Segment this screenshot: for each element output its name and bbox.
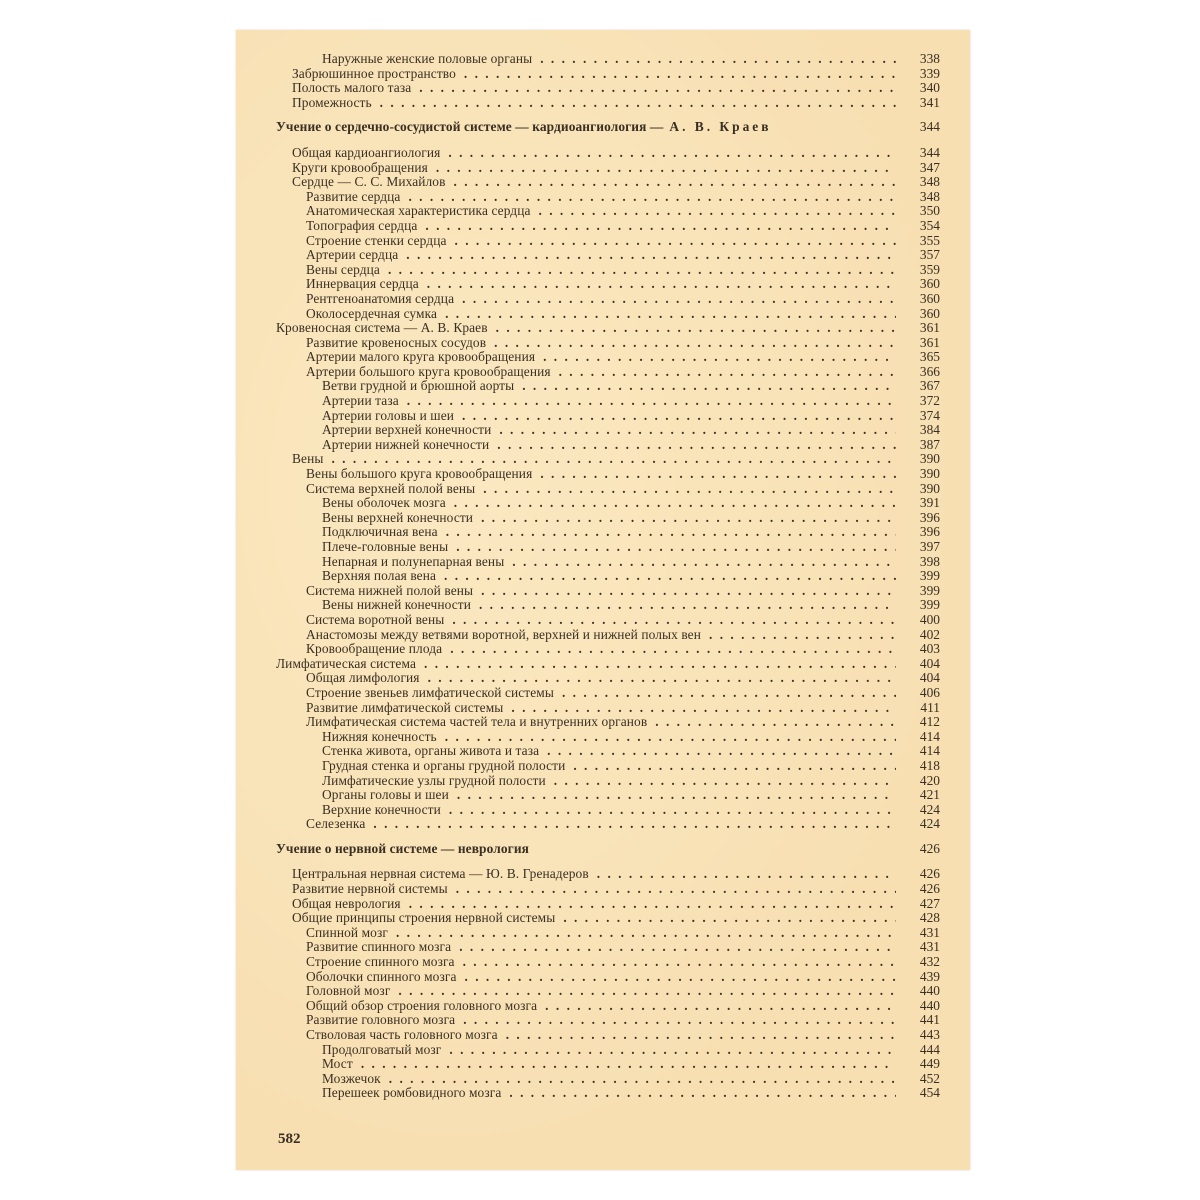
toc-entry-page: 365 (919, 349, 940, 365)
toc-entry-page: 441 (919, 1012, 940, 1028)
toc-entry-title: Развитие спинного мозга (306, 939, 452, 955)
dot-leader (454, 175, 896, 190)
toc-entry (276, 613, 940, 628)
dot-leader (479, 598, 896, 613)
toc-entry (276, 540, 940, 555)
toc-entry-title: Полость малого таза (292, 80, 412, 96)
toc-entry (276, 584, 940, 599)
toc-entry (276, 277, 940, 292)
dot-leader (406, 248, 896, 263)
dot-leader (380, 96, 896, 111)
dot-leader (361, 1057, 896, 1072)
dot-leader (454, 496, 896, 511)
toc-entry (276, 730, 940, 745)
toc-entry (276, 511, 940, 526)
toc-entry-page: 418 (919, 757, 940, 773)
toc-entry-page: 404 (919, 655, 940, 671)
toc-entry-title: Вены нижней конечности (322, 597, 471, 613)
dot-leader (539, 204, 896, 219)
toc-entry-title: Лимфатическая система (276, 655, 416, 671)
toc-entry-title: Рентгеноанатомия сердца (306, 290, 455, 306)
toc-entry-page: 432 (919, 954, 940, 970)
toc-entry-page: 359 (919, 261, 940, 277)
toc-entry-page: 347 (919, 159, 940, 175)
dot-leader (436, 161, 896, 176)
toc-entry-title: Подключичная вена (322, 524, 438, 540)
dot-leader (419, 81, 896, 96)
toc-entry-page: 440 (919, 997, 940, 1013)
toc-entry-title: Артерии малого круга кровообращения (306, 349, 536, 365)
toc-entry-page: 360 (919, 305, 940, 321)
toc-entry (276, 161, 940, 176)
toc-entry-title: Селезенка (306, 816, 366, 832)
toc-entry (276, 423, 940, 438)
toc-entry (276, 744, 940, 759)
dot-leader (457, 788, 896, 803)
toc-entry-page: 406 (919, 684, 940, 700)
toc-entry-title: Общая кардиоангиология (292, 144, 441, 160)
toc-entry-page: 404 (919, 670, 940, 686)
toc-entry (276, 292, 940, 307)
dot-leader (448, 146, 896, 161)
toc-entry-page: 439 (919, 968, 940, 984)
dot-leader (540, 52, 896, 67)
section-heading-author: А. В. Краев (669, 119, 772, 135)
toc-entry (276, 970, 940, 985)
toc-entry (276, 911, 940, 926)
toc-entry-page: 396 (919, 524, 940, 540)
toc-entry (276, 234, 940, 249)
toc-entry-title: Общая лимфология (306, 670, 420, 686)
toc-entry (276, 897, 940, 912)
toc-entry-title: Развитие нервной системы (292, 881, 448, 897)
toc-entry (276, 803, 940, 818)
toc-entry-title: Общая неврология (292, 895, 401, 911)
toc-entry-page: 399 (919, 582, 940, 598)
toc-entry-page: 354 (919, 217, 940, 233)
toc-entry-page: 348 (919, 188, 940, 204)
toc-entry (276, 867, 940, 882)
toc-entry-page: 390 (919, 480, 940, 496)
dot-leader (445, 307, 896, 322)
toc-entry-page: 427 (919, 895, 940, 911)
toc-entry-page: 348 (919, 174, 940, 190)
toc-entry (276, 248, 940, 263)
toc-entry (276, 379, 940, 394)
toc-entry (276, 146, 940, 161)
book-page (236, 30, 970, 1170)
dot-leader (456, 540, 896, 555)
toc-entry-title: Общие принципы строения нервной системы (292, 910, 556, 926)
toc-entry-page: 338 (919, 51, 940, 66)
dot-leader (456, 882, 896, 897)
toc-entry (276, 1028, 940, 1043)
toc-entry-title: Верхние конечности (322, 801, 441, 817)
toc-entry-title: Плече-головные вены (322, 539, 449, 554)
toc-entry-page: 355 (919, 232, 940, 248)
toc-entry-title: Стволовая часть головного мозга (306, 1027, 498, 1042)
toc-entry-title: Вены большого круга кровообращения (306, 466, 533, 482)
toc-entry (276, 482, 940, 497)
toc-entry (276, 307, 940, 322)
toc-entry-title: Непарная и полунепарная вены (322, 553, 505, 569)
toc-entry-page: 360 (919, 276, 940, 292)
dot-leader (511, 701, 896, 716)
toc-entry (276, 926, 940, 941)
toc-entry-title: Топография сердца (306, 217, 418, 233)
toc-entry-page: 391 (919, 495, 940, 511)
dot-leader (331, 452, 896, 467)
dot-leader (444, 569, 896, 584)
toc-entry-title: Верхняя полая вена (322, 568, 437, 584)
toc-entry-title: Мозжечок (322, 1070, 381, 1086)
dot-leader (373, 817, 896, 832)
toc-entry (276, 984, 940, 999)
toc-entry (276, 686, 940, 701)
toc-entry-page: 361 (919, 334, 940, 350)
toc-entry-page: 452 (919, 1070, 940, 1086)
toc-entry (276, 496, 940, 511)
toc-entry (276, 628, 940, 643)
dot-leader (463, 1013, 896, 1028)
dot-leader (450, 642, 896, 657)
section-heading-title: Учение о сердечно-сосудистой системе — кардиоангиология — (276, 119, 664, 135)
toc-entry (276, 467, 940, 482)
dot-leader (388, 263, 896, 278)
dot-leader (509, 1086, 896, 1101)
toc-entry-title: Строение звеньев лимфатической системы (306, 684, 554, 700)
toc-entry-title: Развитие кровеносных сосудов (306, 334, 487, 350)
toc-entry-title: Строение спинного мозга (306, 954, 455, 970)
toc-entry-page: 399 (919, 597, 940, 613)
dot-leader (554, 774, 896, 789)
toc-entry-page: 339 (919, 65, 940, 81)
dot-leader (428, 671, 896, 686)
dot-leader (481, 584, 896, 599)
toc-entry (276, 774, 940, 789)
dot-leader (465, 970, 897, 985)
toc-entry (276, 350, 940, 365)
dot-leader (497, 438, 896, 453)
toc-entry-title: Вены оболочек мозга (322, 495, 446, 511)
toc-entry-title: Развитие сердца (306, 188, 401, 204)
toc-entry (276, 701, 940, 716)
toc-entry-page: 426 (919, 866, 940, 882)
toc-entry-page: 399 (919, 568, 940, 584)
dot-leader (464, 67, 896, 82)
toc-entry-title: Развитие головного мозга (306, 1012, 456, 1028)
dot-leader (459, 940, 896, 955)
toc-entry (276, 955, 940, 970)
dot-leader (463, 955, 896, 970)
toc-entry-title: Лимфатическая система частей тела и внутренних органов (306, 714, 648, 730)
toc-entry (276, 204, 940, 219)
dot-leader (445, 730, 896, 745)
toc-entry (276, 671, 940, 686)
toc-entry-title: Наружные женские половые органы (322, 51, 533, 66)
dot-leader (481, 511, 896, 526)
toc-entry-page: 421 (919, 787, 940, 803)
toc-entry-page: 341 (919, 94, 940, 110)
toc-entry-title: Система нижней полой вены (306, 582, 474, 598)
toc-entry-page: 372 (919, 393, 940, 409)
toc-entry-page: 428 (919, 910, 940, 926)
toc-entry (276, 569, 940, 584)
toc-entry (276, 365, 940, 380)
dot-leader (446, 525, 896, 540)
toc-entry-page: 431 (919, 924, 940, 940)
dot-leader (499, 423, 896, 438)
dot-leader (389, 1072, 896, 1087)
dot-leader (496, 321, 896, 336)
dot-leader (408, 190, 896, 205)
toc-entry-page: 411 (920, 699, 940, 715)
toc-entry-page: 424 (919, 801, 940, 817)
toc-entry-page: 403 (919, 641, 940, 657)
toc-entry (276, 999, 940, 1014)
toc-entry-page: 344 (919, 144, 940, 160)
toc-entry-page: 454 (919, 1085, 940, 1101)
toc-entry-title: Грудная стенка и органы грудной полости (322, 757, 566, 773)
toc-entry-page: 367 (919, 378, 940, 394)
toc-entry (276, 175, 940, 190)
toc-entry-page: 390 (919, 451, 940, 467)
section-heading-title: Учение о нервной системе — неврология (276, 840, 529, 856)
toc-entry (276, 219, 940, 234)
dot-leader (494, 336, 896, 351)
toc-entry-page: 431 (919, 939, 940, 955)
toc-entry-page: 366 (919, 363, 940, 379)
toc-entry (276, 882, 940, 897)
toc-entry (276, 817, 940, 832)
toc-entry-title: Анастомозы между ветвями воротной, верхней и нижней полых вен (306, 626, 701, 642)
dot-leader (449, 803, 896, 818)
toc-entry-title: Система воротной вены (306, 611, 445, 627)
dot-leader (452, 613, 896, 628)
toc-entry (276, 336, 940, 351)
section-heading-page: 344 (919, 119, 940, 135)
dot-leader (562, 686, 896, 701)
section-heading-page: 426 (919, 840, 940, 856)
toc-entry-page: 396 (919, 509, 940, 525)
toc-entry-page: 424 (919, 816, 940, 832)
toc-entry-page: 412 (919, 714, 940, 730)
dot-leader (563, 911, 896, 926)
toc-entry-page: 402 (919, 626, 940, 642)
toc-entry-title: Система верхней полой вены (306, 480, 476, 496)
toc-entry (276, 263, 940, 278)
dot-leader (545, 999, 896, 1014)
toc-entry-title: Артерии нижней конечности (322, 436, 490, 452)
toc-entry (276, 190, 940, 205)
toc-entry (276, 452, 940, 467)
dot-leader (455, 234, 896, 249)
toc-entry (276, 96, 940, 111)
toc-entry-title: Промежность (292, 94, 372, 110)
toc-entry-title: Круги кровообращения (292, 159, 428, 175)
toc-entry-title: Артерии большого круга кровообращения (306, 363, 551, 379)
toc-entry (276, 759, 940, 774)
toc-entry-page: 361 (919, 320, 940, 336)
toc-entry-title: Продолговатый мозг (322, 1041, 442, 1057)
toc-entry-page: 384 (919, 422, 940, 438)
toc-entry-title: Центральная нервная система — Ю. В. Гренадеров (292, 866, 589, 882)
toc-entry-title: Головной мозг (306, 983, 391, 999)
dot-leader (483, 482, 896, 497)
toc-entry (276, 657, 940, 672)
toc-entry-title: Вены (292, 451, 324, 467)
dot-leader (462, 409, 896, 424)
toc-entry-page: 414 (919, 728, 940, 744)
dot-leader (573, 759, 896, 774)
toc-entry (276, 525, 940, 540)
toc-entry-title: Артерии сердца (306, 247, 399, 263)
toc-entry-title: Оболочки спинного мозга (306, 968, 457, 984)
toc-entry (276, 555, 940, 570)
toc-entry-title: Спинной мозг (306, 924, 388, 940)
toc-entry (276, 438, 940, 453)
dot-leader (597, 867, 896, 882)
toc-entry-page: 387 (919, 436, 940, 452)
toc-entry-page: 398 (919, 553, 940, 569)
toc-entry-page: 350 (919, 203, 940, 219)
toc-entry-page: 340 (919, 80, 940, 96)
toc-entry-title: Строение стенки сердца (306, 232, 447, 248)
toc-entry (276, 1086, 940, 1101)
toc-entry-page: 357 (919, 247, 940, 263)
toc-entry (276, 940, 940, 955)
dot-leader (709, 628, 896, 643)
toc-entry-title: Общий обзор строения головного мозга (306, 997, 538, 1013)
toc-entry (276, 598, 940, 613)
toc-entry-page: 444 (919, 1041, 940, 1057)
toc-entry-page: 400 (919, 611, 940, 627)
toc-entry-title: Перешеек ромбовидного мозга (322, 1085, 502, 1101)
dot-leader (425, 219, 896, 234)
dot-leader (512, 555, 896, 570)
toc-entry (276, 1043, 940, 1058)
toc-entry-title: Артерии верхней конечности (322, 422, 492, 438)
toc-entry (276, 1072, 940, 1087)
toc-entry (276, 409, 940, 424)
toc-entry-title: Вены сердца (306, 261, 380, 277)
dot-leader (409, 897, 896, 912)
toc-entry-title: Органы головы и шеи (322, 787, 449, 803)
page-number: 582 (278, 1131, 301, 1147)
toc-entry-page: 420 (919, 772, 940, 788)
toc-entry (276, 321, 940, 336)
toc-entry-page: 449 (919, 1056, 940, 1072)
toc-entry-title: Сердце — С. С. Михайлов (292, 174, 446, 190)
section-heading (276, 120, 940, 135)
dot-leader (522, 379, 896, 394)
toc-entry (276, 715, 940, 730)
toc-entry-title: Нижняя конечность (322, 728, 437, 744)
toc-entry (276, 67, 940, 82)
toc-entry (276, 788, 940, 803)
toc-entry (276, 1057, 940, 1072)
dot-leader (398, 984, 896, 999)
dot-leader (543, 350, 896, 365)
toc-entry-page: 360 (919, 290, 940, 306)
dot-leader (559, 365, 896, 380)
toc-entry-title: Мост (322, 1056, 353, 1072)
dot-leader (506, 1028, 896, 1043)
toc-entry-page: 440 (919, 983, 940, 999)
toc-entry-page: 426 (919, 881, 940, 897)
toc-entry-title: Лимфатические узлы грудной полости (322, 772, 546, 788)
section-heading (276, 842, 940, 857)
toc-entry-title: Ветви грудной и брюшной аорты (322, 378, 515, 394)
toc-entry-page: 390 (919, 466, 940, 482)
toc-entry-title: Анатомическая характеристика сердца (306, 203, 531, 219)
toc-entry-title: Артерии таза (322, 393, 399, 409)
toc-entry-title: Стенка живота, органы живота и таза (322, 743, 540, 759)
dot-leader (547, 744, 896, 759)
toc-entry-page: 443 (919, 1027, 940, 1042)
toc-entry (276, 1013, 940, 1028)
toc-entry-title: Забрюшинное пространство (292, 65, 456, 81)
toc-entry-page: 374 (919, 407, 940, 423)
dot-leader (396, 926, 896, 941)
toc-entry-title: Вены верхней конечности (322, 509, 474, 525)
toc-entry-title: Околосердечная сумка (306, 305, 438, 321)
toc-entry-page: 397 (919, 539, 940, 554)
toc-entry-title: Развитие лимфатической системы (306, 699, 504, 715)
toc-entry-title: Артерии головы и шеи (322, 407, 455, 423)
toc-entry-title: Иннервация сердца (306, 276, 419, 292)
dot-leader (540, 467, 896, 482)
table-of-contents (276, 52, 940, 1101)
toc-entry (276, 642, 940, 657)
toc-entry (276, 52, 940, 67)
toc-entry-title: Кровеносная система — А. В. Краев (276, 320, 488, 336)
dot-leader (427, 277, 896, 292)
dot-leader (424, 657, 896, 672)
dot-leader (462, 292, 896, 307)
dot-leader (655, 715, 896, 730)
toc-entry (276, 81, 940, 96)
toc-entry (276, 394, 940, 409)
dot-leader (449, 1043, 896, 1058)
toc-entry-title: Кровообращение плода (306, 641, 443, 657)
dot-leader (407, 394, 896, 409)
toc-entry-page: 414 (919, 743, 940, 759)
